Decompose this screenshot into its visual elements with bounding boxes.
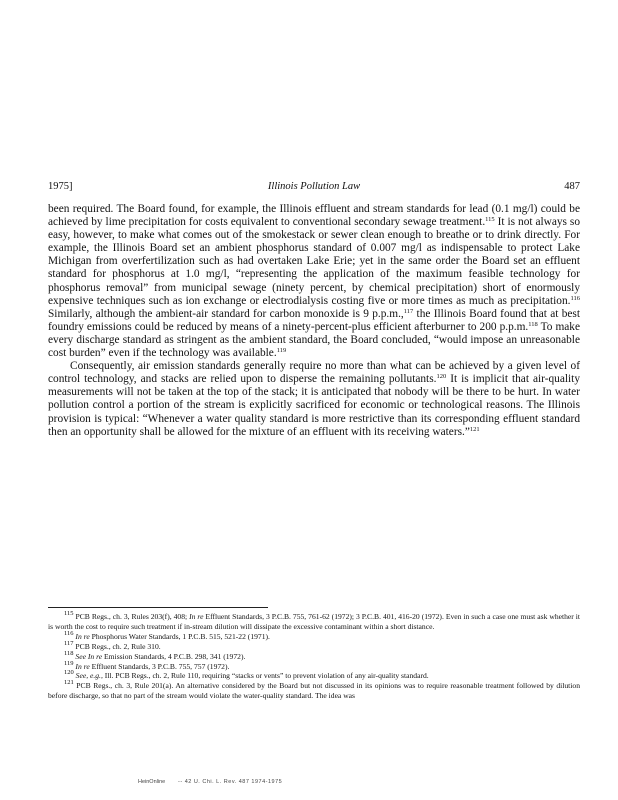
paragraph-2: Consequently, air emission standards generally require no more than what can be achieved by a given level of control technology, and stacks are relied upon to disperse the remaining pollutants.$^{120}$ It is implicit that air-quality measurements will not be taken at the top of the stack; it is anticipated that nobody will be there to be hurt. In water pollution control a portion of the stream is explicitly sacrificed for economic or technological reasons. The Illinois provision is typical: “Whenever a water quality standard is more restrictive than its corresponding effluent standard then an opportunity shall be allowed for the mixture of an effluent with its receiving waters.”$^{121}$ [48, 360, 580, 438]
header-year: 1975] [48, 181, 73, 192]
body-text [48, 203, 580, 439]
footnote-ref-115[interactable]: 115 [485, 216, 495, 224]
footer-brand: HeinOnline [138, 779, 166, 785]
header-page-number: 487 [564, 181, 580, 192]
footnote-119: $^{119}$ In re Effluent Standards, 3 P.C.B. 755, 757 (1972). [64, 659, 230, 671]
footnote-117: $^{117}$ PCB Regs., ch. 2, Rule 310. [64, 639, 161, 651]
footnote-ref-119[interactable]: 119 [276, 347, 287, 355]
footnote-ref-121[interactable]: 121 [469, 425, 480, 433]
footnote-121: $^{121}$ PCB Regs., ch. 3, Rule 201(a). An alternative considered by the Board but not discussed in its opinions was to require reasonable treatment followed by dilution before discharge, so that no part of the stream would violate the water-quality standard. The idea was [48, 679, 580, 701]
footnotes [48, 612, 580, 701]
footnote-116: $^{116}$ In re Phosphorus Water Standards, 1 P.C.B. 515, 521-22 (1971). [64, 629, 270, 641]
footnote-ref-116[interactable]: 116 [570, 294, 580, 302]
header-running-title: Illinois Pollution Law [267, 181, 361, 192]
footnote-120: $^{120}$ See, e.g., Ill. PCB Regs., ch. 2, Rule 110, requiring “stacks or vents” to prevent violation of any air-quality standard. [64, 669, 429, 681]
footnote-ref-117[interactable]: 117 [403, 307, 414, 315]
running-header [48, 180, 580, 194]
footnote-ref-118[interactable]: 118 [528, 320, 538, 328]
footnote-115: $^{115}$ PCB Regs., ch. 3, Rules 203(f), 408; In re Effluent Standards, 3 P.C.B. 755, 761-62 (1972); 3 P.C.B. 401, 416-20 (1972). Even in such a case one must ask whether it is worth the cost to require such treatment if in-stream dilution will dissipate the excessive contaminant within a short distance. [48, 610, 580, 631]
footnote-118: $^{118}$ See In re Emission Standards, 4 P.C.B. 298, 341 (1972). [64, 649, 246, 661]
footer-citation: -- 42 U. Chi. L. Rev. 487 1974-1975 [178, 779, 283, 785]
page-footer [138, 777, 498, 787]
footnote-ref-120[interactable]: 120 [436, 373, 447, 381]
footnote-divider [48, 607, 268, 608]
paragraph-1: been required. The Board found, for example, the Illinois effluent and stream standards for lead (0.1 mg/l) could be achieved by lime precipitation for costs equivalent to conventional secondary sewage treatment.$^{115}$ It is not always so easy, however, to make what comes out of the smokestack or sewer clean enough to breathe or to drink directly. For example, the Illinois Board set an ambient phosphorus standard of 0.007 mg/l as indispensable to protect Lake Michigan from overfertilization such as had overtaken Lake Erie; yet in the same order the Board set an effluent standard for phosphorus at 1.0 mg/l, “representing the application of the maximum feasible technology for phosphorus removal” from municipal sewage (ninety percent, by chemical precipitation) short of enormously expensive techniques such as ion exchange or electrodialysis costing five or more times as much as precipitation.$^{116}$ Similarly, although the ambient-air standard for carbon monoxide is 9 p.p.m.,$^{117}$ the Illinois Board found that at best foundry emissions could be reduced by means of a ninety-percent-plus efficient afterburner to 200 p.p.m.$^{118}$ To make every discharge standard as stringent as the ambient standard, the Board concluded, “would impose an unreasonable cost burden” even if the technology was available.$^{119}$ [48, 203, 581, 360]
